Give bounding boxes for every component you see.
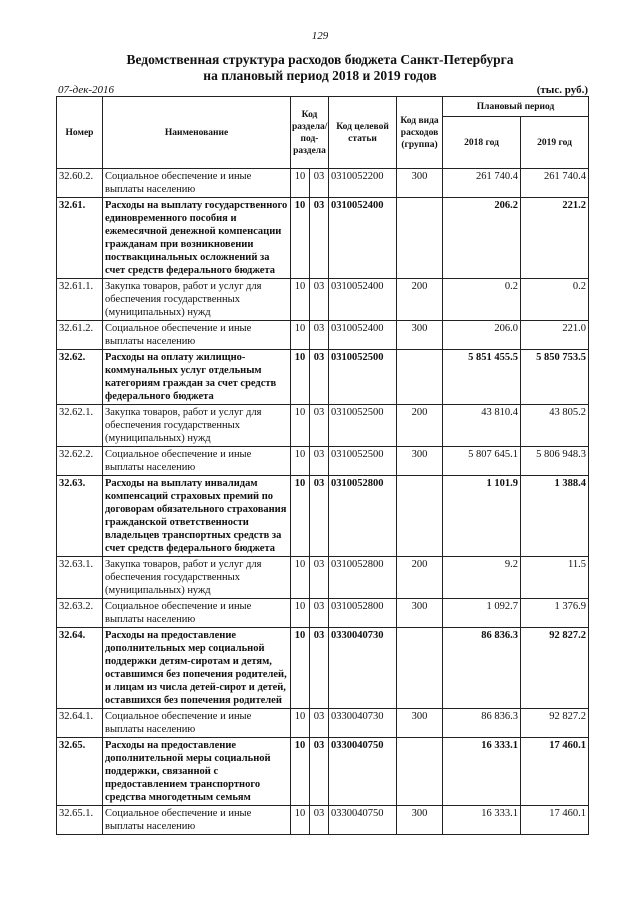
row-amount-2019: 92 827.2 <box>521 628 589 709</box>
budget-table <box>56 96 589 835</box>
row-number: 32.63. <box>57 476 103 557</box>
row-kind-code: 300 <box>397 169 443 198</box>
row-number: 32.64.1. <box>57 709 103 738</box>
row-article-code: 0310052500 <box>329 447 397 476</box>
table-row <box>57 557 589 599</box>
row-amount-2018: 86 836.3 <box>443 709 521 738</box>
row-kind-code: 300 <box>397 321 443 350</box>
row-name: Социальное обеспечение и иные выплаты населению <box>103 321 291 350</box>
title-line-1: Ведомственная структура расходов бюджета Санкт-Петербурга <box>126 52 514 67</box>
row-kind-code <box>397 198 443 279</box>
row-amount-2019: 1 376.9 <box>521 599 589 628</box>
row-number: 32.63.2. <box>57 599 103 628</box>
row-name: Расходы на выплату инвалидам компенсаций страховых премий по договорам обязательного страхования гражданской ответственности владельцев транспортных средств за счет средств федерального бюджета <box>103 476 291 557</box>
row-number: 32.61.2. <box>57 321 103 350</box>
row-amount-2018: 5 807 645.1 <box>443 447 521 476</box>
row-subsection-code: 03 <box>310 599 329 628</box>
row-amount-2019: 0.2 <box>521 279 589 321</box>
row-kind-code <box>397 350 443 405</box>
row-subsection-code: 03 <box>310 321 329 350</box>
table-row <box>57 405 589 447</box>
row-section-code: 10 <box>291 350 310 405</box>
row-subsection-code: 03 <box>310 279 329 321</box>
row-amount-2019: 11.5 <box>521 557 589 599</box>
table-row <box>57 738 589 806</box>
row-amount-2018: 43 810.4 <box>443 405 521 447</box>
row-kind-code: 300 <box>397 806 443 835</box>
table-row <box>57 198 589 279</box>
row-name: Расходы на оплату жилищно-коммунальных услуг отдельным категориям граждан за счет средств федерального бюджета <box>103 350 291 405</box>
table-row <box>57 599 589 628</box>
row-section-code: 10 <box>291 738 310 806</box>
table-row <box>57 321 589 350</box>
row-article-code: 0310052500 <box>329 350 397 405</box>
row-amount-2018: 5 851 455.5 <box>443 350 521 405</box>
row-amount-2019: 221.0 <box>521 321 589 350</box>
row-subsection-code: 03 <box>310 738 329 806</box>
row-amount-2019: 1 388.4 <box>521 476 589 557</box>
row-number: 32.63.1. <box>57 557 103 599</box>
document-date: 07-дек-2016 <box>58 84 115 96</box>
row-amount-2019: 17 460.1 <box>521 738 589 806</box>
row-section-code: 10 <box>291 806 310 835</box>
row-section-code: 10 <box>291 557 310 599</box>
row-name: Расходы на предоставление дополнительных мер социальной поддержки детям-сиротам и детям, оставшимся без попечения родителей, и лицам из числа детей-сирот и детей, оставшихся без попечения родителей <box>103 628 291 709</box>
row-article-code: 0330040750 <box>329 806 397 835</box>
header-article: Код целевой статьи <box>329 97 397 169</box>
table-row <box>57 476 589 557</box>
row-kind-code: 300 <box>397 599 443 628</box>
row-amount-2019: 5 806 948.3 <box>521 447 589 476</box>
row-amount-2019: 5 850 753.5 <box>521 350 589 405</box>
row-amount-2018: 0.2 <box>443 279 521 321</box>
row-article-code: 0310052200 <box>329 169 397 198</box>
row-amount-2019: 92 827.2 <box>521 709 589 738</box>
row-subsection-code: 03 <box>310 628 329 709</box>
row-number: 32.65. <box>57 738 103 806</box>
header-number: Номер <box>57 97 103 169</box>
row-kind-code: 300 <box>397 447 443 476</box>
row-amount-2018: 1 092.7 <box>443 599 521 628</box>
row-article-code: 0310052400 <box>329 279 397 321</box>
table-row <box>57 279 589 321</box>
table-row <box>57 350 589 405</box>
row-amount-2018: 9.2 <box>443 557 521 599</box>
row-subsection-code: 03 <box>310 709 329 738</box>
row-amount-2019: 261 740.4 <box>521 169 589 198</box>
row-kind-code <box>397 628 443 709</box>
row-name: Закупка товаров, работ и услуг для обеспечения государственных (муниципальных) нужд <box>103 405 291 447</box>
header-section: Код раздела/ под-раздела <box>291 97 329 169</box>
row-subsection-code: 03 <box>310 198 329 279</box>
row-name: Расходы на выплату государственного единовременного пособия и ежемесячной денежной компенсации гражданам при возникновении поствакцинальных осложнений за счет средств федерального бюджета <box>103 198 291 279</box>
row-subsection-code: 03 <box>310 557 329 599</box>
row-number: 32.65.1. <box>57 806 103 835</box>
row-article-code: 0310052800 <box>329 557 397 599</box>
row-kind-code: 200 <box>397 279 443 321</box>
row-section-code: 10 <box>291 169 310 198</box>
row-subsection-code: 03 <box>310 447 329 476</box>
row-amount-2018: 16 333.1 <box>443 738 521 806</box>
header-year-2019: 2019 год <box>521 117 589 169</box>
row-section-code: 10 <box>291 628 310 709</box>
row-amount-2018: 1 101.9 <box>443 476 521 557</box>
row-subsection-code: 03 <box>310 350 329 405</box>
row-article-code: 0330040730 <box>329 628 397 709</box>
row-number: 32.62.2. <box>57 447 103 476</box>
table-row <box>57 169 589 198</box>
row-section-code: 10 <box>291 476 310 557</box>
row-name: Социальное обеспечение и иные выплаты населению <box>103 709 291 738</box>
header-year-2018: 2018 год <box>443 117 521 169</box>
header-kind: Код вида расходов (группа) <box>397 97 443 169</box>
row-amount-2019: 43 805.2 <box>521 405 589 447</box>
row-article-code: 0330040750 <box>329 738 397 806</box>
row-article-code: 0310052800 <box>329 599 397 628</box>
row-section-code: 10 <box>291 198 310 279</box>
page-title <box>0 52 640 84</box>
row-number: 32.60.2. <box>57 169 103 198</box>
row-kind-code <box>397 476 443 557</box>
row-amount-2018: 261 740.4 <box>443 169 521 198</box>
row-name: Закупка товаров, работ и услуг для обеспечения государственных (муниципальных) нужд <box>103 557 291 599</box>
table-row <box>57 709 589 738</box>
page-number: 129 <box>311 30 329 42</box>
row-amount-2018: 86 836.3 <box>443 628 521 709</box>
units-label: (тыс. руб.) <box>536 84 588 96</box>
row-kind-code: 200 <box>397 405 443 447</box>
table-row <box>57 806 589 835</box>
row-number: 32.62.1. <box>57 405 103 447</box>
row-name: Социальное обеспечение и иные выплаты населению <box>103 806 291 835</box>
table-row <box>57 447 589 476</box>
row-name: Расходы на предоставление дополнительной меры социальной поддержки, связанной с предоставлением транспортного средства многодетным семьям <box>103 738 291 806</box>
row-section-code: 10 <box>291 709 310 738</box>
row-section-code: 10 <box>291 279 310 321</box>
table-row <box>57 628 589 709</box>
row-amount-2018: 16 333.1 <box>443 806 521 835</box>
row-kind-code: 200 <box>397 557 443 599</box>
row-subsection-code: 03 <box>310 806 329 835</box>
row-number: 32.64. <box>57 628 103 709</box>
row-name: Социальное обеспечение и иные выплаты населению <box>103 169 291 198</box>
row-amount-2018: 206.2 <box>443 198 521 279</box>
title-line-2: на плановый период 2018 и 2019 годов <box>203 68 437 83</box>
row-name: Социальное обеспечение и иные выплаты населению <box>103 447 291 476</box>
row-amount-2019: 17 460.1 <box>521 806 589 835</box>
row-section-code: 10 <box>291 447 310 476</box>
table-body <box>57 169 589 835</box>
row-name: Социальное обеспечение и иные выплаты населению <box>103 599 291 628</box>
row-section-code: 10 <box>291 599 310 628</box>
row-subsection-code: 03 <box>310 405 329 447</box>
row-number: 32.62. <box>57 350 103 405</box>
row-article-code: 0310052800 <box>329 476 397 557</box>
row-article-code: 0310052400 <box>329 198 397 279</box>
row-name: Закупка товаров, работ и услуг для обеспечения государственных (муниципальных) нужд <box>103 279 291 321</box>
row-article-code: 0330040730 <box>329 709 397 738</box>
row-amount-2018: 206.0 <box>443 321 521 350</box>
header-planned-period: Плановый период <box>443 97 589 117</box>
row-article-code: 0310052400 <box>329 321 397 350</box>
row-amount-2019: 221.2 <box>521 198 589 279</box>
header-name: Наименование <box>103 97 291 169</box>
row-kind-code: 300 <box>397 709 443 738</box>
row-article-code: 0310052500 <box>329 405 397 447</box>
row-number: 32.61. <box>57 198 103 279</box>
row-section-code: 10 <box>291 321 310 350</box>
row-number: 32.61.1. <box>57 279 103 321</box>
row-kind-code <box>397 738 443 806</box>
row-subsection-code: 03 <box>310 169 329 198</box>
row-subsection-code: 03 <box>310 476 329 557</box>
row-section-code: 10 <box>291 405 310 447</box>
